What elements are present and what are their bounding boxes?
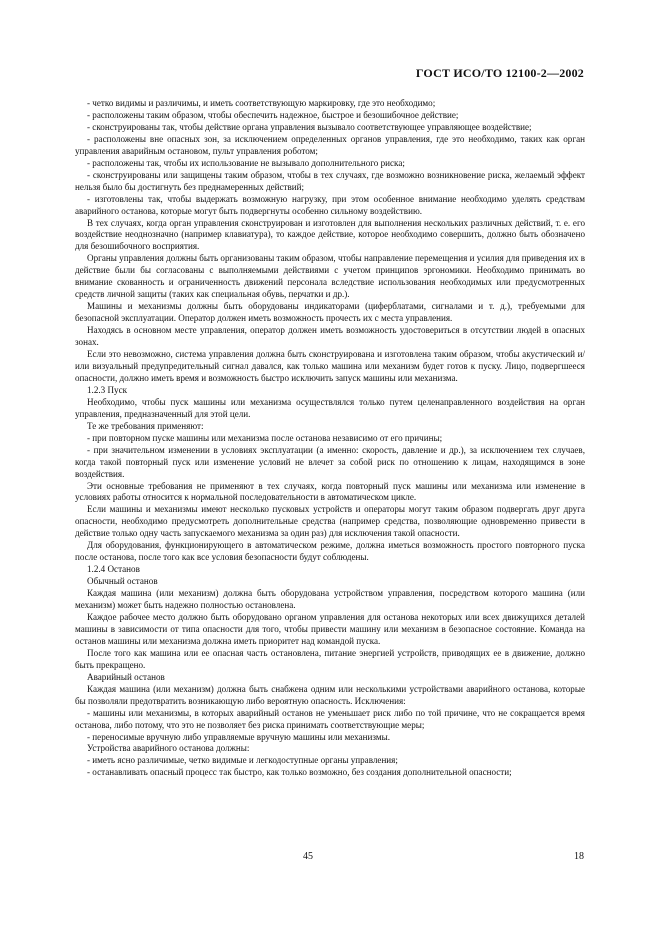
paragraph: Эти основные требования не применяют в тех случаях, когда повторный пуск машины или механизма или изменение в условиях работы относится к нормальной последовательности в автоматическом цикле. bbox=[75, 480, 585, 503]
paragraph: - останавливать опасный процесс так быстро, как только возможно, без создания дополнительной опасности; bbox=[87, 767, 512, 778]
paragraph: Находясь в основном месте управления, оператор должен иметь возможность удостовериться в отсутствии людей в опасных зонах. bbox=[75, 325, 585, 348]
paragraph: - переносимые вручную либо управляемые вручную машины или механизмы. bbox=[87, 731, 390, 742]
paragraph: Аварийный останов bbox=[87, 671, 165, 682]
paragraph: 1.2.4 Останов bbox=[87, 564, 140, 575]
paragraph: Те же требования применяют: bbox=[87, 420, 204, 431]
paragraph: Если это невозможно, система управления должна быть сконструирована и изготовлена таким образом, чтобы акустический и/или визуальный предупредительный сигнал давался, как только машина или механизм будет готов к пуску. Лицо, подвергшееся опасности, должно иметь время и возможность быстро исключить запуск машины или механизма. bbox=[75, 349, 585, 383]
paragraph: - при значительном изменении в условиях эксплуатации (а именно: скорость, давление и др.), за исключением тех случаев, когда такой повторный пуск или изменение условий не влечет за собой риск по отношению к лицам, находящимся в зоне воздействия. bbox=[75, 444, 585, 479]
document-body bbox=[75, 98, 585, 779]
paragraph: Для оборудования, функционирующего в автоматическом режиме, должна иметься возможность простого повторного пуска после останова, после того как все условия безопасности будут соблюдены. bbox=[75, 540, 585, 563]
paragraph: - машины или механизмы, в которых аварийный останов не уменьшает риск либо по той причине, что не сокращается время останова, либо потому, что это не позволяет без риска принимать соответствующие меры; bbox=[75, 707, 585, 730]
document-header-id: ГОСТ ИСО/ТО 12100-2—2002 bbox=[415, 66, 584, 80]
sheet-number: 18 bbox=[574, 851, 584, 862]
paragraph: Каждая машина (или механизм) должна быть оборудована устройством управления, посредством которого машина (или механизм) может быть надежно полностью остановлена. bbox=[75, 588, 585, 611]
paragraph: - при повторном пуске машины или механизма после останова независимо от его причины; bbox=[87, 432, 443, 443]
paragraph: Органы управления должны быть организованы таким образом, чтобы направление перемещения и усилия для приведения их в действие были бы согласованы с выполняемыми действиями с учетом принципов эргономики. Необходимо принимать во внимание скованность и ограниченность движений персонала вследствие использования необходимых или предусмотренных средств личной защиты (таких как специальная обувь, перчатки и др.). bbox=[75, 253, 585, 300]
paragraph: - изготовлены так, чтобы выдержать возможную нагрузку, при этом особенное внимание необходимо уделять средствам аварийного останова, которые могут быть подвергнуты особенно сильному воздействию. bbox=[75, 193, 585, 216]
paragraph: Устройства аварийного останова должны: bbox=[87, 743, 250, 754]
paragraph: - четко видимы и различимы, и иметь соответствующую маркировку, где это необходимо; bbox=[87, 98, 436, 108]
paragraph: В тех случаях, когда орган управления сконструирован и изготовлен для выполнения нескольких различных действий, т. е. его воздействие неоднозначно (например клавиатура), то каждое действие, которое необходимо совершить, должно быть обозначено для безошибочного восприятия. bbox=[75, 217, 585, 252]
paragraph: - сконструированы так, чтобы действие органа управления вызывало соответствующее управляющее воздействие; bbox=[87, 121, 532, 132]
paragraph: - расположены так, чтобы их использование не вызывало дополнительного риска; bbox=[87, 157, 405, 168]
page-number: 45 bbox=[303, 851, 313, 862]
paragraph: Обычный останов bbox=[87, 576, 158, 587]
paragraph: Каждая машина (или механизм) должна быть снабжена одним или несколькими устройствами аварийного останова, которые бы позволяли предотвратить возникающую либо вероятную опасность. Исключения: bbox=[75, 683, 585, 706]
paragraph: - расположены вне опасных зон, за исключением определенных органов управления, где это необходимо, таких как орган управления аварийным остановом, пульт управления роботом; bbox=[75, 133, 585, 156]
paragraph: Машины и механизмы должны быть оборудованы индикаторами (циферблатами, сигналами и т. д.), требуемыми для безопасной эксплуатации. Оператор должен иметь возможность прочесть их с места управления. bbox=[75, 301, 585, 324]
paragraph: - иметь ясно различимые, четко видимые и легкодоступные органы управления; bbox=[87, 755, 398, 766]
paragraph: После того как машина или ее опасная часть остановлена, питание энергией устройств, приводящих ее в движение, должно быть прекращено. bbox=[75, 647, 585, 670]
paragraph: 1.2.3 Пуск bbox=[87, 384, 128, 395]
paragraph: - сконструированы или защищены таким образом, чтобы в тех случаях, где возможно возникновение риска, желаемый эффект нельзя было бы достигнуть без преднамеренных действий; bbox=[75, 169, 585, 192]
paragraph: Необходимо, чтобы пуск машины или механизма осуществлялся только путем целенаправленного воздействия на орган управления, предназначенный для этой цели. bbox=[75, 396, 585, 419]
paragraph: - расположены таким образом, чтобы обеспечить надежное, быстрое и безошибочное действие; bbox=[87, 109, 459, 120]
paragraph: Если машины и механизмы имеют несколько пусковых устройств и операторы могут таким образом подвергать друг друга опасности, необходимо предусмотреть дополнительные средства (например средства, позволяющие одновременно привести в действие только одну часть запускаемого механизма за один раз) для исключения такой опасности. bbox=[75, 504, 585, 539]
paragraph: Каждое рабочее место должно быть оборудовано органом управления для останова некоторых или всех движущихся деталей машины в зависимости от типа опасности для того, чтобы привести машину или механизм в безопасное состояние. Команда на останов машины или механизма должна иметь приоритет над командой пуска. bbox=[75, 611, 585, 646]
